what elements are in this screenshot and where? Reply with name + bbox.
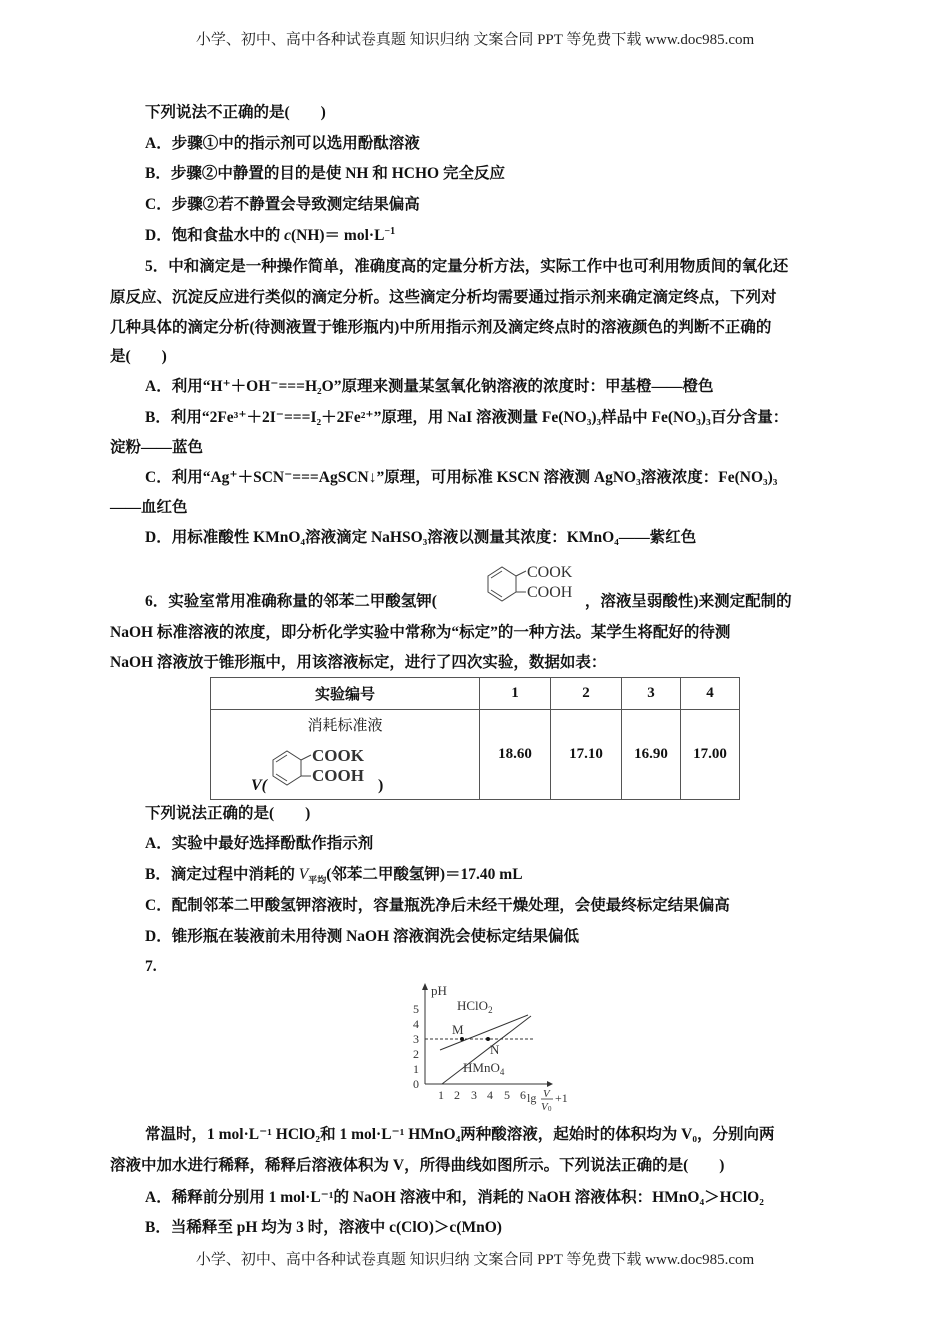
table-cell: 16.90 (622, 710, 681, 800)
svg-text:COOK: COOK (312, 746, 364, 765)
svg-text:COOK: COOK (527, 564, 573, 581)
svg-text:V: V (541, 1101, 548, 1113)
q7-option-a: A．稀释前分别用 1 mol·L⁻¹的 NaOH 溶液中和，消耗的 NaOH 溶液体积：HMnO₄＞HClO₂ (145, 1189, 764, 1206)
q5-line2: 原反应、沉淀反应进行类似的滴定分析。这些滴定分析均需要通过指示剂来确定滴定终点，下列对 (110, 289, 777, 306)
svg-text:2: 2 (413, 1047, 419, 1061)
svg-text:HClO2: HClO$_2$ (457, 998, 493, 1015)
q6-line1: 6．实验室常用准确称量的邻苯二甲酸氢钾( ，溶液呈弱酸性)来测定配制的 (145, 593, 792, 610)
svg-text:0: 0 (548, 1105, 552, 1113)
q6-option-a: A．实验中最好选择酚酞作指示剂 (145, 835, 374, 852)
q5-option-b-line2: 淀粉——蓝色 (110, 439, 204, 456)
y-ticks (413, 1002, 419, 1091)
svg-text:5: 5 (413, 1002, 419, 1016)
svg-text:2: 2 (454, 1088, 460, 1102)
table-header-cell: 实验编号 (211, 678, 480, 710)
table-header-cell: 3 (622, 678, 681, 710)
q7-number: 7. (145, 958, 157, 975)
x-ticks (438, 1088, 526, 1102)
table-cell: 17.10 (551, 710, 622, 800)
svg-text:1: 1 (438, 1088, 444, 1102)
q6-line2: NaOH 标准溶液的浓度，即分析化学实验中常称为“标定”的一种方法。某学生将配好的待测 (110, 624, 731, 641)
svg-text:6: 6 (520, 1088, 526, 1102)
q6-stem: 下列说法正确的是( ) (145, 805, 311, 822)
q5-option-d: D．用标准酸性 KMnO₄溶液滴定 NaHSO₃溶液以测量其浓度：KMnO₄——紫红色 (145, 529, 697, 546)
svg-text:COOH: COOH (527, 584, 573, 601)
q4-option-b: B．步骤②中静置的目的是使 NH 和 HCHO 完全反应 (145, 165, 505, 182)
ph-dilution-chart (395, 978, 595, 1113)
svg-text:HMnO4: HMnO$_4$ (463, 1060, 505, 1077)
q7-option-b: B．当稀释至 pH 均为 3 时，溶液中 c(ClO)＞c(MnO) (145, 1219, 502, 1236)
q5-line3: 几种具体的滴定分析(待测液置于锥形瓶内)中所用指示剂及滴定终点时的溶液颜色的判断不正确的 (110, 319, 772, 336)
q5-option-c-line1: C．利用“Ag⁺＋SCN⁻===AgSCN↓”原理，可用标准 KSCN 溶液测 AgNO₃溶液浓度：Fe(NO₃)₃ (145, 469, 778, 486)
footer-watermark: 小学、初中、高中各种试卷真题 知识归纳 文案合同 PPT 等免费下载 www.doc985.com (195, 1252, 755, 1268)
table-cell: 18.60 (480, 710, 551, 800)
svg-text:): ) (378, 777, 384, 794)
q4-stem: 下列说法不正确的是( ) (145, 104, 326, 121)
q6-option-b: B．滴定过程中消耗的 $V_{平均}$(邻苯二甲酸氢钾)＝17.40 mL (145, 866, 523, 886)
svg-text:3: 3 (471, 1088, 477, 1102)
experiment-table (210, 677, 740, 800)
q4-option-a: A．步骤①中的指示剂可以选用酚酞溶液 (145, 135, 420, 152)
q6-option-d: D．锥形瓶在装液前未用待测 NaOH 溶液润洗会使标定结果偏低 (145, 928, 580, 945)
table-header-row (211, 678, 740, 710)
q5-line1: 5．中和滴定是一种操作简单，准确度高的定量分析方法，实际工作中也可利用物质间的氧化还 (145, 258, 789, 275)
svg-text:0: 0 (413, 1077, 419, 1091)
svg-text:5: 5 (504, 1088, 510, 1102)
svg-text:COOH: COOH (312, 766, 364, 785)
q5-line4: 是( ) (110, 348, 167, 365)
svg-text:+1: +1 (555, 1091, 568, 1105)
table-row-label: 消耗标准液 V( COOK COOH ) (211, 710, 480, 800)
svg-text:3: 3 (413, 1032, 419, 1046)
svg-text:V(: V( (251, 777, 267, 794)
svg-text:N: N (490, 1042, 500, 1057)
q6-line3: NaOH 溶液放于锥形瓶中，用该溶液标定，进行了四次实验，数据如表： (110, 654, 607, 671)
phthalate-structure-icon (478, 558, 608, 608)
table-header-cell: 1 (480, 678, 551, 710)
q6-option-c: C．配制邻苯二甲酸氢钾溶液时，容量瓶洗净后未经干燥处理，会使最终标定结果偏高 (145, 897, 730, 914)
svg-text:V: V (543, 1088, 550, 1100)
q4-option-d: D．饱和食盐水中的 $c(NH)= mol\cdot L^{-1}$ (145, 225, 396, 244)
svg-text:4: 4 (487, 1088, 493, 1102)
svg-text:lg: lg (527, 1091, 537, 1105)
header-watermark: 小学、初中、高中各种试卷真题 知识归纳 文案合同 PPT 等免费下载 www.doc985.com (195, 32, 755, 48)
q4-option-c: C．步骤②若不静置会导致测定结果偏高 (145, 196, 420, 213)
table-row (211, 710, 740, 800)
table-header-cell: 2 (551, 678, 622, 710)
svg-text:4: 4 (413, 1017, 419, 1031)
q7-line1: 常温时，1 mol·L⁻¹ HClO₂和 1 mol·L⁻¹ HMnO₄两种酸溶液，起始时的体积均为 V₀，分别向两 (145, 1126, 775, 1143)
q5-option-b-line1: B．利用“2Fe³⁺＋2I⁻===I₂＋2Fe²⁺”原理，用 NaI 溶液测量 Fe(NO₃)₃样品中 Fe(NO₃)₃百分含量： (145, 409, 789, 426)
table-header-cell: 4 (681, 678, 740, 710)
table-cell: 17.00 (681, 710, 740, 800)
svg-text:pH: pH (431, 983, 447, 998)
svg-text:1: 1 (413, 1062, 419, 1076)
svg-text:M: M (452, 1022, 464, 1037)
q5-option-a: A．利用“H⁺＋OH⁻===H₂O”原理来测量某氢氧化钠溶液的浓度时：甲基橙——橙色 (145, 378, 714, 395)
q7-line2: 溶液中加水进行稀释，稀释后溶液体积为 V，所得曲线如图所示。下列说法正确的是( ) (110, 1157, 725, 1174)
q5-option-c-line2: ——血红色 (110, 499, 188, 516)
